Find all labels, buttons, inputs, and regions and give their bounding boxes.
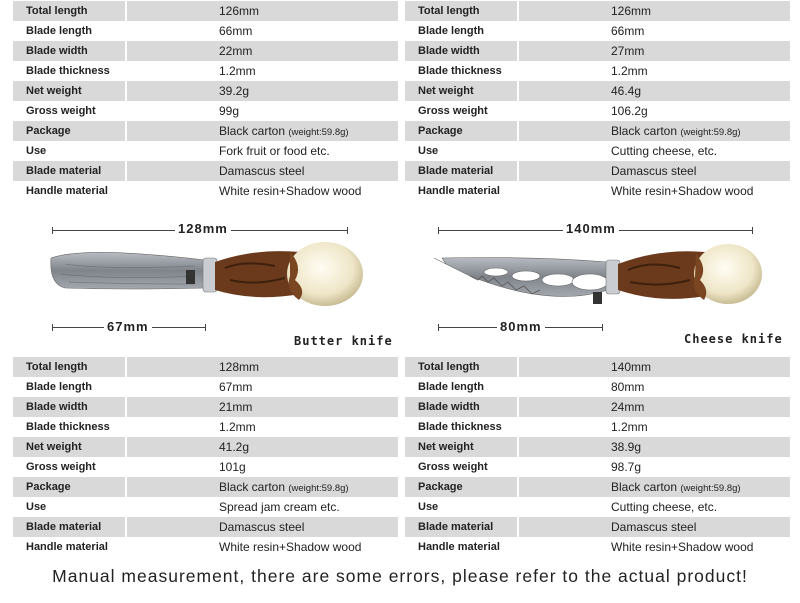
spec-label: Blade length [26,25,93,37]
spec-value-cell [127,417,398,437]
spec-row [13,61,398,81]
spec-value: 126mm [219,4,260,18]
spec-label: Use [26,501,47,513]
spec-table-bottom-left [13,357,398,557]
spec-row [405,121,790,141]
spec-label: Blade length [418,381,485,393]
spec-value-cell [127,497,398,517]
spec-label: Blade material [405,161,517,181]
spec-value-cell [127,377,398,397]
spec-value: 140mm [611,360,652,374]
spec-row [13,21,398,41]
spec-value: 38.9g [611,440,642,454]
spec-row [13,141,398,161]
spec-value: 21mm [219,400,253,414]
cheese-blade-tick-right [602,324,603,331]
spec-value-cell [519,181,790,201]
spec-value-note: (weight:59.8g) [680,483,741,494]
spec-row [13,161,398,181]
spec-row [13,537,398,557]
spec-value: Black carton [219,124,286,138]
spec-value: 66mm [219,24,253,38]
spec-label: Use [26,145,47,157]
spec-row [13,437,398,457]
spec-label: Gross weight [418,461,488,473]
cheese-knife-image [430,238,770,318]
spec-value: 80mm [611,380,645,394]
spec-value-cell [519,121,790,141]
cheese-knife-name: Cheese knife [684,332,783,346]
spec-value: 66mm [611,24,645,38]
spec-label: Total length [13,357,125,377]
spec-label: Handle material [418,541,500,553]
spec-value-note: (weight:59.8g) [288,127,349,138]
spec-row [405,181,790,201]
spec-row [405,141,790,161]
spec-value-cell [127,101,398,121]
spec-row [13,1,398,21]
spec-value: 128mm [219,360,260,374]
spec-value: 46.4g [611,84,642,98]
spec-row [13,517,398,537]
spec-value-cell [519,61,790,81]
spec-label: Blade thickness [418,421,502,433]
spec-row [405,477,790,497]
spec-value-cell [519,517,790,537]
spec-value: 98.7g [611,460,642,474]
spec-value-cell [519,1,790,21]
spec-value-cell [519,101,790,121]
spec-value-cell [127,121,398,141]
spec-row [13,457,398,477]
spec-label: Blade width [13,41,125,61]
spec-row [405,417,790,437]
spec-value: 67mm [219,380,253,394]
spec-table-top-left [13,1,398,201]
spec-value: Black carton [611,124,678,138]
spec-label: Use [418,501,439,513]
spec-value-cell [519,41,790,61]
spec-value-cell [519,417,790,437]
spec-row [405,537,790,557]
spec-value: Fork fruit or food etc. [219,144,330,158]
spec-label: Handle material [26,541,108,553]
spec-label: Package [405,121,517,141]
spec-table-bottom-right [405,357,790,557]
spec-row [13,497,398,517]
spec-row [13,181,398,201]
spec-row [13,357,398,377]
spec-label: Gross weight [418,105,488,117]
spec-value-cell [519,537,790,557]
spec-value-cell [127,357,398,377]
spec-value: Cutting cheese, etc. [611,144,718,158]
spec-label: Blade width [405,41,517,61]
spec-row [405,161,790,181]
butter-total-tick-left [52,227,53,234]
spec-value-cell [519,377,790,397]
spec-label: Package [405,477,517,497]
spec-label: Blade thickness [418,65,502,77]
spec-label: Blade thickness [26,65,110,77]
spec-row [405,357,790,377]
spec-value: 99g [219,104,240,118]
spec-value-cell [127,397,398,417]
spec-label: Package [13,121,125,141]
spec-value: 41.2g [219,440,250,454]
spec-value-cell [519,81,790,101]
spec-value: 1.2mm [611,420,648,434]
spec-value-note: (weight:59.8g) [680,127,741,138]
butter-knife-name: Butter knife [294,334,393,348]
spec-row [13,477,398,497]
cheese-blade-length-label: 80mm [497,319,545,334]
spec-value: Damascus steel [219,520,305,534]
spec-value-cell [127,21,398,41]
spec-value-cell [519,141,790,161]
cheese-blade-tick-left [438,324,439,331]
spec-value-cell [519,397,790,417]
spec-value: White resin+Shadow wood [611,540,754,554]
spec-value-cell [127,437,398,457]
spec-value-cell [519,437,790,457]
spec-value: 27mm [611,44,645,58]
butter-blade-tick-left [52,324,53,331]
spec-value-cell [519,161,790,181]
spec-row [13,397,398,417]
spec-label: Net weight [13,437,125,457]
spec-value-cell [127,41,398,61]
spec-label: Net weight [13,81,125,101]
spec-label: Blade material [405,517,517,537]
spec-row [405,61,790,81]
spec-value-cell [127,517,398,537]
spec-row [13,121,398,141]
spec-row [405,457,790,477]
spec-label: Blade width [405,397,517,417]
spec-label: Package [13,477,125,497]
spec-value: Spread jam cream etc. [219,500,340,514]
spec-value: Cutting cheese, etc. [611,500,718,514]
spec-row [13,81,398,101]
spec-value: 101g [219,460,246,474]
spec-label: Blade material [13,161,125,181]
spec-value: Damascus steel [219,164,305,178]
spec-row [405,517,790,537]
spec-value: 126mm [611,4,652,18]
spec-value-cell [519,457,790,477]
spec-row [13,41,398,61]
spec-value-cell [127,81,398,101]
spec-value: 24mm [611,400,645,414]
disclaimer-footer: Manual measurement, there are some errors, please refer to the actual product! [52,566,748,586]
butter-blade-length-label: 67mm [104,319,152,334]
spec-value-cell [127,537,398,557]
spec-label: Total length [405,1,517,21]
spec-label: Total length [405,357,517,377]
spec-value-cell [127,477,398,497]
spec-row [405,397,790,417]
spec-label: Total length [13,1,125,21]
spec-value: White resin+Shadow wood [219,184,362,198]
spec-label: Blade thickness [26,421,110,433]
spec-value: 22mm [219,44,253,58]
spec-value-cell [127,141,398,161]
spec-label: Net weight [405,81,517,101]
cheese-total-tick-left [438,227,439,234]
spec-row [405,21,790,41]
spec-value-cell [127,1,398,21]
spec-value: Black carton [611,480,678,494]
spec-label: Use [418,145,439,157]
spec-label: Blade length [418,25,485,37]
spec-row [405,497,790,517]
spec-value: White resin+Shadow wood [219,540,362,554]
spec-label: Blade length [26,381,93,393]
butter-knife-image [45,240,375,320]
spec-row [405,1,790,21]
spec-value: 1.2mm [219,64,256,78]
spec-value: 1.2mm [611,64,648,78]
spec-value-cell [127,181,398,201]
butter-blade-tick-right [205,324,206,331]
spec-value: Damascus steel [611,520,697,534]
spec-row [13,101,398,121]
spec-value-cell [127,457,398,477]
spec-label: Handle material [418,185,500,197]
spec-value-cell [519,477,790,497]
spec-value-cell [127,61,398,81]
spec-label: Blade width [13,397,125,417]
spec-row [405,101,790,121]
spec-label: Gross weight [26,461,96,473]
spec-value: White resin+Shadow wood [611,184,754,198]
butter-total-tick-right [347,227,348,234]
spec-label: Handle material [26,185,108,197]
cheese-total-tick-right [752,227,753,234]
spec-value: 1.2mm [219,420,256,434]
spec-value-cell [519,497,790,517]
spec-row [405,377,790,397]
spec-row [13,377,398,397]
cheese-total-length-label: 140mm [563,221,619,236]
spec-label: Blade material [13,517,125,537]
spec-value: 106.2g [611,104,648,118]
spec-value-cell [519,21,790,41]
spec-row [405,81,790,101]
spec-value: 39.2g [219,84,250,98]
spec-value-cell [127,161,398,181]
spec-row [405,437,790,457]
butter-total-length-label: 128mm [175,221,231,236]
spec-row [13,417,398,437]
spec-label: Net weight [405,437,517,457]
spec-row [405,41,790,61]
spec-table-top-right [405,1,790,201]
spec-value-note: (weight:59.8g) [288,483,349,494]
spec-value-cell [519,357,790,377]
spec-label: Gross weight [26,105,96,117]
spec-value: Damascus steel [611,164,697,178]
spec-value: Black carton [219,480,286,494]
